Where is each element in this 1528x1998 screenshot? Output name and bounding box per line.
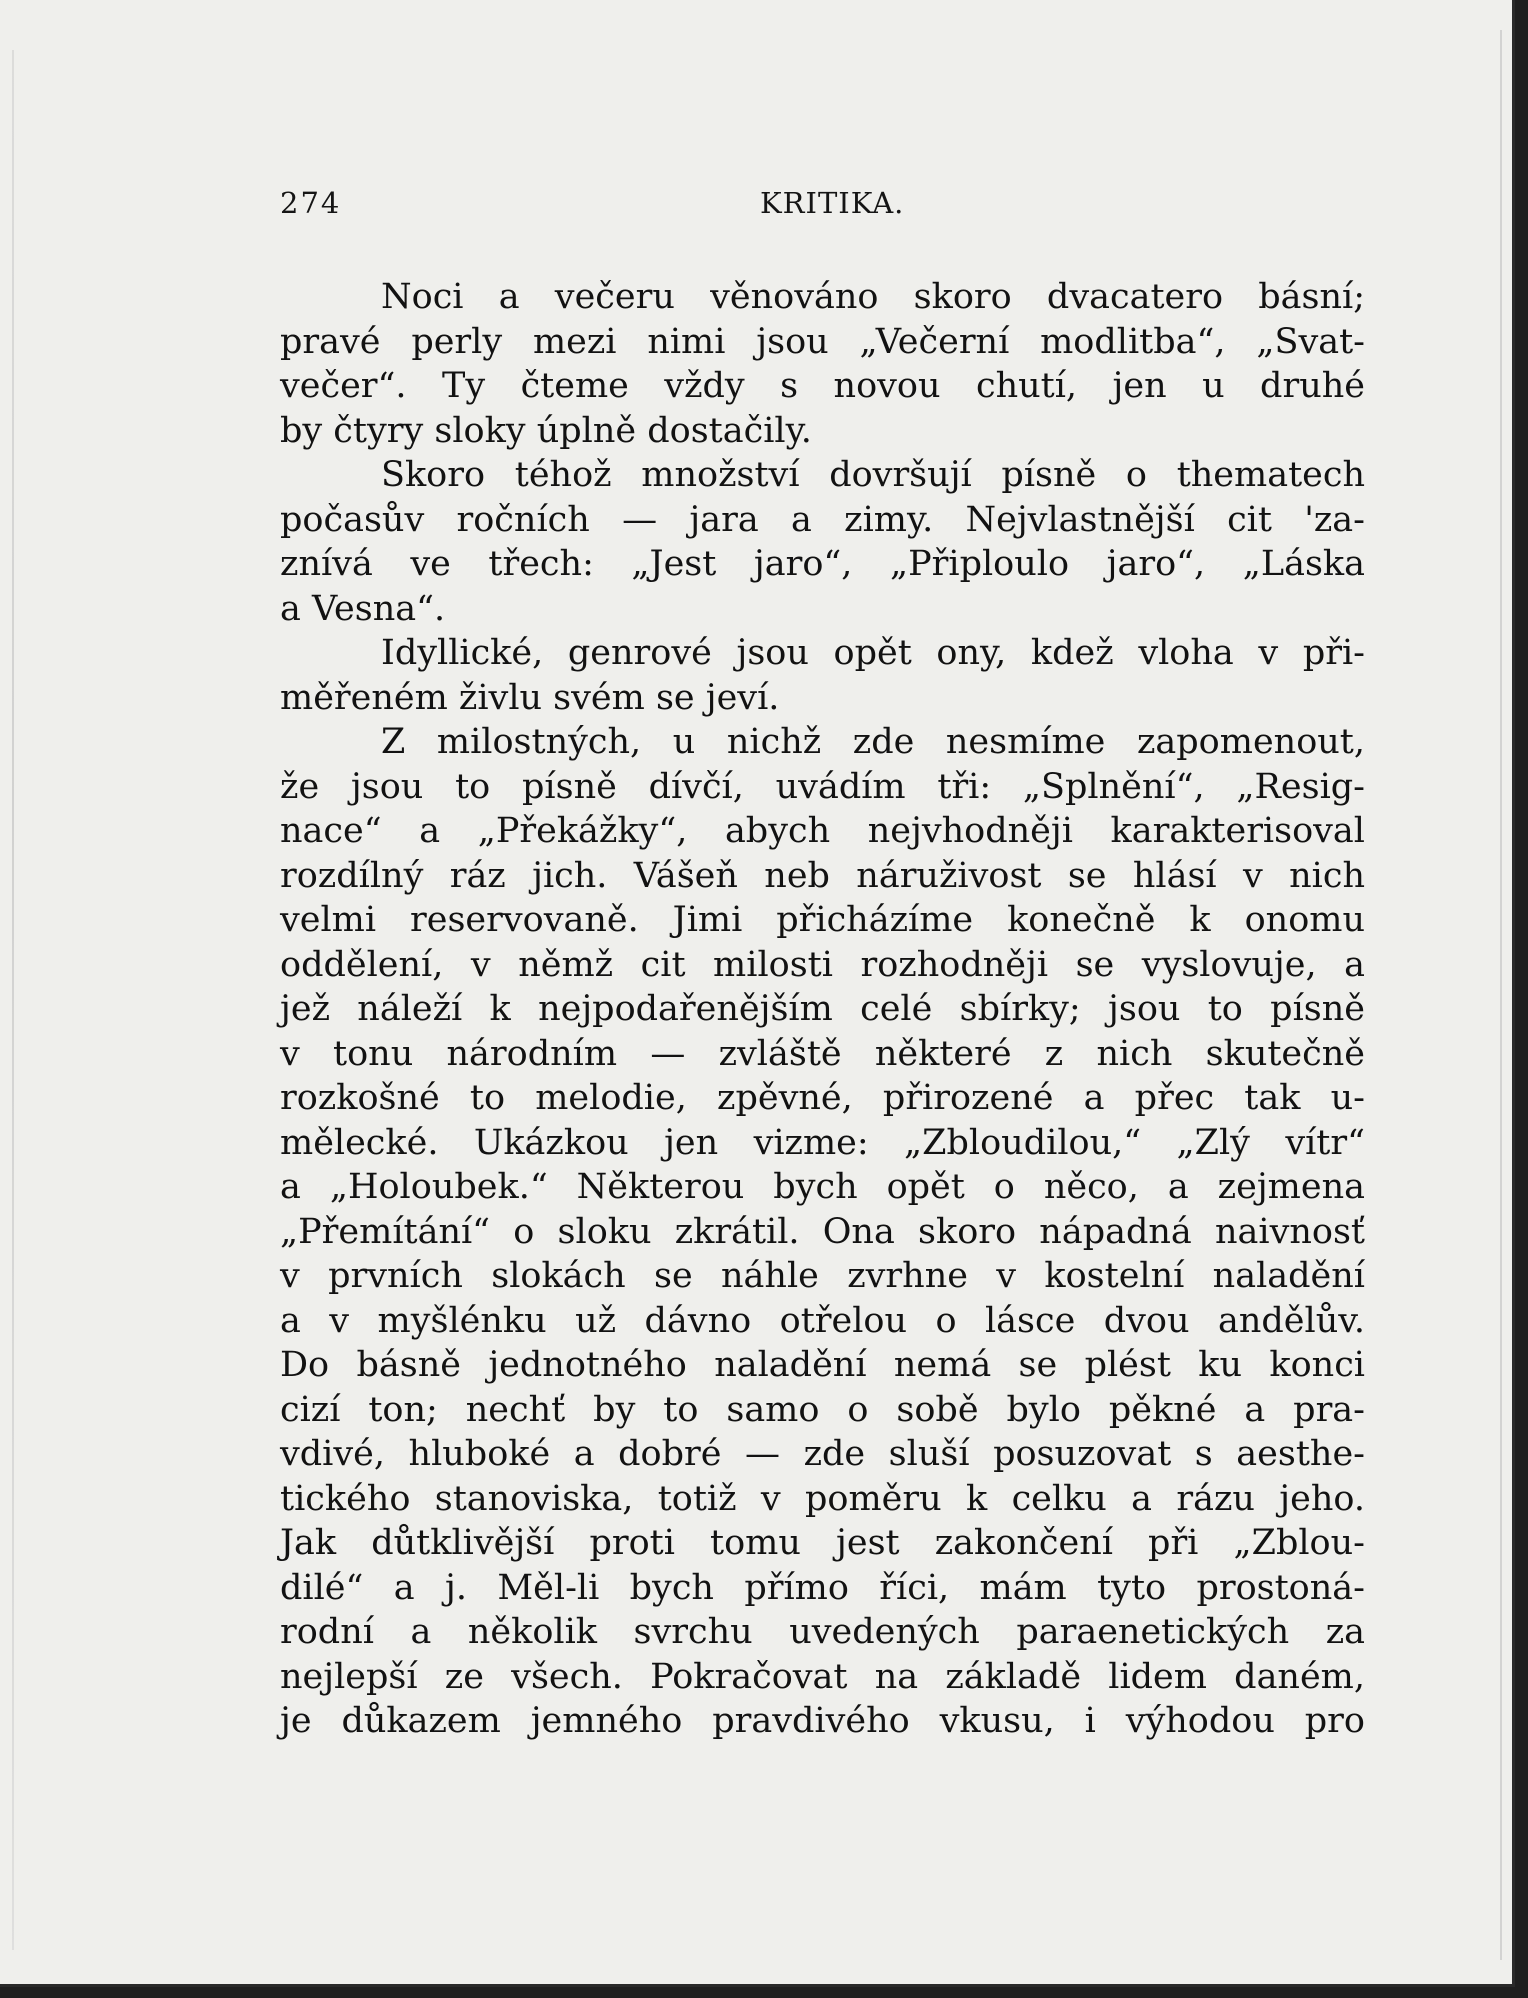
text-line: je důkazem jemného pravdivého vkusu, i výhodou pro <box>280 1701 1365 1741</box>
text-line: vdivé, hluboké a dobré — zde sluší posuzovat s aesthe- <box>280 1434 1365 1474</box>
text-line: a v myšlénku už dávno otřelou o lásce dvou andělův. <box>280 1300 1365 1341</box>
text-line: nace“ a „Překážky“, abych nejvhodněji karakterisoval <box>280 811 1365 851</box>
text-line: Skoro téhož množství dovršují písně o thematech <box>381 455 1365 495</box>
text-line: v tonu národním — zvláště některé z nich skutečně <box>280 1033 1365 1074</box>
text-line: v prvních slokách se náhle zvrhne v kostelní naladění <box>280 1256 1365 1296</box>
text-body <box>280 275 1365 1744</box>
text-line: Jak důtklivější proti tomu jest zakončení při „Zblou- <box>280 1523 1365 1563</box>
text-line: rozdílný ráz jich. Vášeň neb náruživost se hlásí v nich <box>280 855 1365 896</box>
text-line: Do básně jednotného naladění nemá se plést ku konci <box>280 1345 1365 1385</box>
page-edge-shadow-left <box>12 50 14 1950</box>
text-line: velmi reservovaně. Jimi přicházíme konečně k onomu <box>280 900 1365 940</box>
text-line: jež náleží k nejpodařenějším celé sbírky; jsou to písně <box>280 989 1365 1029</box>
text-line: že jsou to písně dívčí, uvádím tři: „Splnění“, „Resig- <box>280 766 1365 807</box>
text-line: by čtyry sloky úplně dostačily. <box>280 410 812 451</box>
text-line: pravé perly mezi nimi jsou „Večerní modlitba“, „Svat- <box>280 321 1365 362</box>
text-line: měřeném živlu svém se jeví. <box>280 677 780 718</box>
text-line: rodní a několik svrchu uvedených paraenetických za <box>280 1612 1365 1652</box>
text-line: a „Holoubek.“ Některou bych opět o něco, a zejmena <box>280 1167 1365 1207</box>
running-head: KRITIKA. <box>760 186 905 220</box>
text-line: Z milostných, u nichž zde nesmíme zapomenout, <box>381 722 1365 762</box>
page-number: 274 <box>280 186 342 220</box>
text-line: „Přemítání“ o sloku zkrátil. Ona skoro nápadná naivnosť <box>280 1211 1365 1252</box>
text-line: Idyllické, genrové jsou opět ony, kdež vloha v při- <box>381 633 1365 673</box>
text-line: počasův ročních — jara a zimy. Nejvlastnější cit 'za- <box>280 499 1365 540</box>
text-line: tického stanoviska, totiž v poměru k celku a rázu jeho. <box>280 1478 1365 1519</box>
page-header <box>280 186 1365 226</box>
text-line: cizí ton; nechť by to samo o sobě bylo pěkné a pra- <box>280 1389 1365 1430</box>
text-line: nejlepší ze všech. Pokračovat na základě lidem daném, <box>280 1656 1365 1697</box>
text-line: večer“. Ty čteme vždy s novou chutí, jen u druhé <box>280 366 1365 406</box>
page-edge-shadow-right <box>1500 30 1502 1960</box>
text-line: oddělení, v němž cit milosti rozhodněji se vyslovuje, a <box>280 944 1365 985</box>
text-line: rozkošné to melodie, zpěvné, přirozené a přec tak u- <box>280 1078 1365 1118</box>
text-line: a Vesna“. <box>280 588 446 629</box>
text-line: znívá ve třech: „Jest jaro“, „Připloulo jaro“, „Láska <box>280 544 1365 584</box>
text-line: Noci a večeru věnováno skoro dvacatero básní; <box>381 277 1365 317</box>
text-line: dilé“ a j. Měl-li bych přímo říci, mám tyto prostoná- <box>280 1567 1365 1608</box>
text-line: mělecké. Ukázkou jen vizme: „Zbloudilou,“ „Zlý vítr“ <box>280 1122 1365 1163</box>
